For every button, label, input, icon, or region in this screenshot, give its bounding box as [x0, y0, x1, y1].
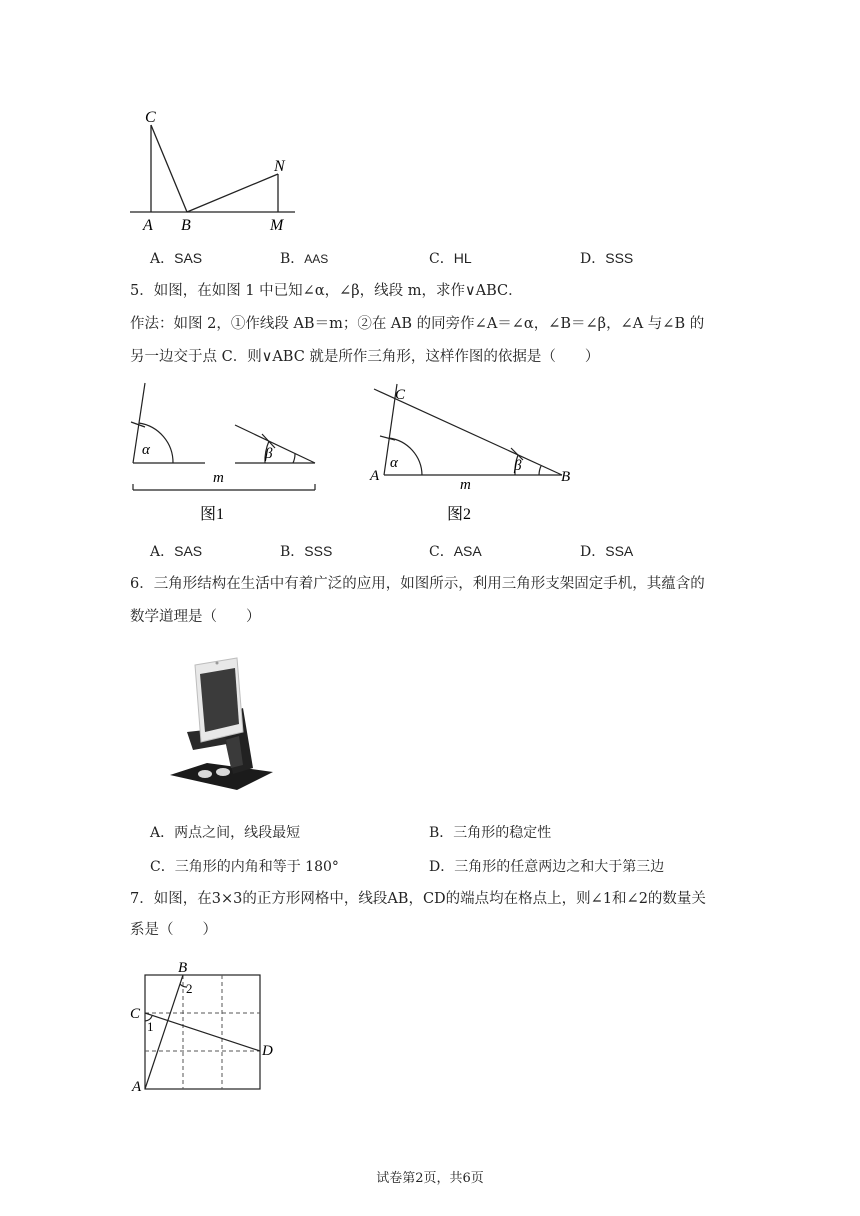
- option-text: SSA: [605, 543, 634, 559]
- option-letter: A．: [150, 251, 175, 267]
- q5-line-2: 作法：如图 2，①作线段 AB＝m；②在 AB 的同旁作∠A＝∠α，∠B＝∠β，∠A 与∠B 的: [130, 316, 705, 332]
- option-text: SAS: [174, 250, 203, 266]
- q5-fig2-beta: β: [514, 458, 522, 474]
- option-letter: D．: [580, 251, 606, 267]
- q7-label-one: 1: [147, 1019, 154, 1034]
- q6-line-1: 6．三角形结构在生活中有着广泛的应用，如图所示，利用三角形支架固定手机，其蕴含的: [130, 576, 705, 592]
- q5-option-c[interactable]: [429, 541, 482, 561]
- q7-label-two: 2: [186, 981, 193, 996]
- option-text: ASA: [453, 543, 482, 559]
- option-text: HL: [453, 250, 472, 266]
- q5-fig1-alpha: α: [142, 442, 150, 458]
- q5-figure-2: [365, 378, 585, 528]
- option-text: SSS: [304, 543, 333, 559]
- option-letter: D．: [429, 859, 455, 875]
- q4-label-a: A: [143, 217, 153, 234]
- option-letter: C．: [150, 859, 175, 875]
- q5-fig1-caption: 图1: [200, 506, 225, 523]
- q4-label-n: N: [274, 158, 285, 175]
- q4-label-m: M: [270, 217, 284, 234]
- q7-label-a: A: [132, 1079, 142, 1095]
- q6-option-d[interactable]: [429, 856, 664, 876]
- q5-fig1-m: m: [213, 470, 224, 486]
- q5-line-3: 另一边交于点 C．则∨ABC 就是所作三角形，这样作图的依据是（ ）: [130, 349, 600, 365]
- q5-fig2-alpha: α: [390, 455, 398, 471]
- q5-fig2-b: B: [561, 469, 571, 485]
- q6-option-a[interactable]: [150, 822, 300, 842]
- q7-label-d: D: [262, 1043, 273, 1059]
- option-text: SAS: [174, 543, 203, 559]
- q5-option-a[interactable]: [150, 541, 202, 561]
- q5-line-1: 5．如图，在如图 1 中已知∠α，∠β，线段 m，求作∨ABC．: [130, 283, 523, 299]
- option-text: 三角形的稳定性: [453, 825, 552, 841]
- option-text: AAS: [304, 252, 329, 266]
- q6-line-2: 数学道理是（ ）: [130, 609, 261, 625]
- q5-fig2-c: C: [395, 387, 406, 403]
- q5-option-d[interactable]: [580, 541, 633, 561]
- q7-grid-figure: [125, 955, 285, 1095]
- option-letter: D．: [580, 544, 606, 560]
- q7-label-b: B: [178, 960, 188, 976]
- option-letter: C．: [429, 544, 454, 560]
- q4-figure: [125, 105, 305, 235]
- q6-option-b[interactable]: [429, 822, 551, 842]
- option-letter: A．: [150, 544, 175, 560]
- q7-label-c: C: [130, 1006, 141, 1022]
- q5-figure-1: [125, 378, 325, 528]
- option-text: 三角形的任意两边之和大于第三边: [454, 859, 665, 875]
- q7-line-2: 系是（ ）: [130, 922, 217, 938]
- q5-fig2-caption: 图2: [447, 506, 472, 523]
- q4-option-c[interactable]: [429, 248, 472, 268]
- q5-fig2-m: m: [460, 477, 471, 493]
- option-letter: B．: [429, 825, 454, 841]
- phone-stand-image: [165, 650, 275, 800]
- q4-label-c: C: [145, 109, 156, 126]
- q5-fig2-a: A: [370, 468, 380, 484]
- option-text: 两点之间，线段最短: [174, 825, 301, 841]
- q5-option-b[interactable]: [280, 541, 332, 561]
- option-letter: C．: [429, 251, 454, 267]
- q7-line-1: 7．如图，在3×3的正方形网格中，线段AB，CD的端点均在格点上，则∠1和∠2的数量关: [130, 891, 706, 907]
- option-letter: A．: [150, 825, 175, 841]
- q4-option-b[interactable]: [280, 248, 328, 268]
- option-letter: B．: [280, 544, 305, 560]
- q4-label-b: B: [181, 217, 191, 234]
- q5-fig1-beta: β: [265, 446, 273, 462]
- q4-option-d[interactable]: [580, 248, 633, 268]
- q6-option-c[interactable]: [150, 856, 339, 876]
- q4-option-a[interactable]: [150, 248, 202, 268]
- page-footer: 试卷第2页，共6页: [376, 1171, 484, 1186]
- option-text: 三角形的内角和等于 180°: [174, 859, 339, 875]
- option-letter: B．: [280, 251, 305, 267]
- option-text: SSS: [605, 250, 634, 266]
